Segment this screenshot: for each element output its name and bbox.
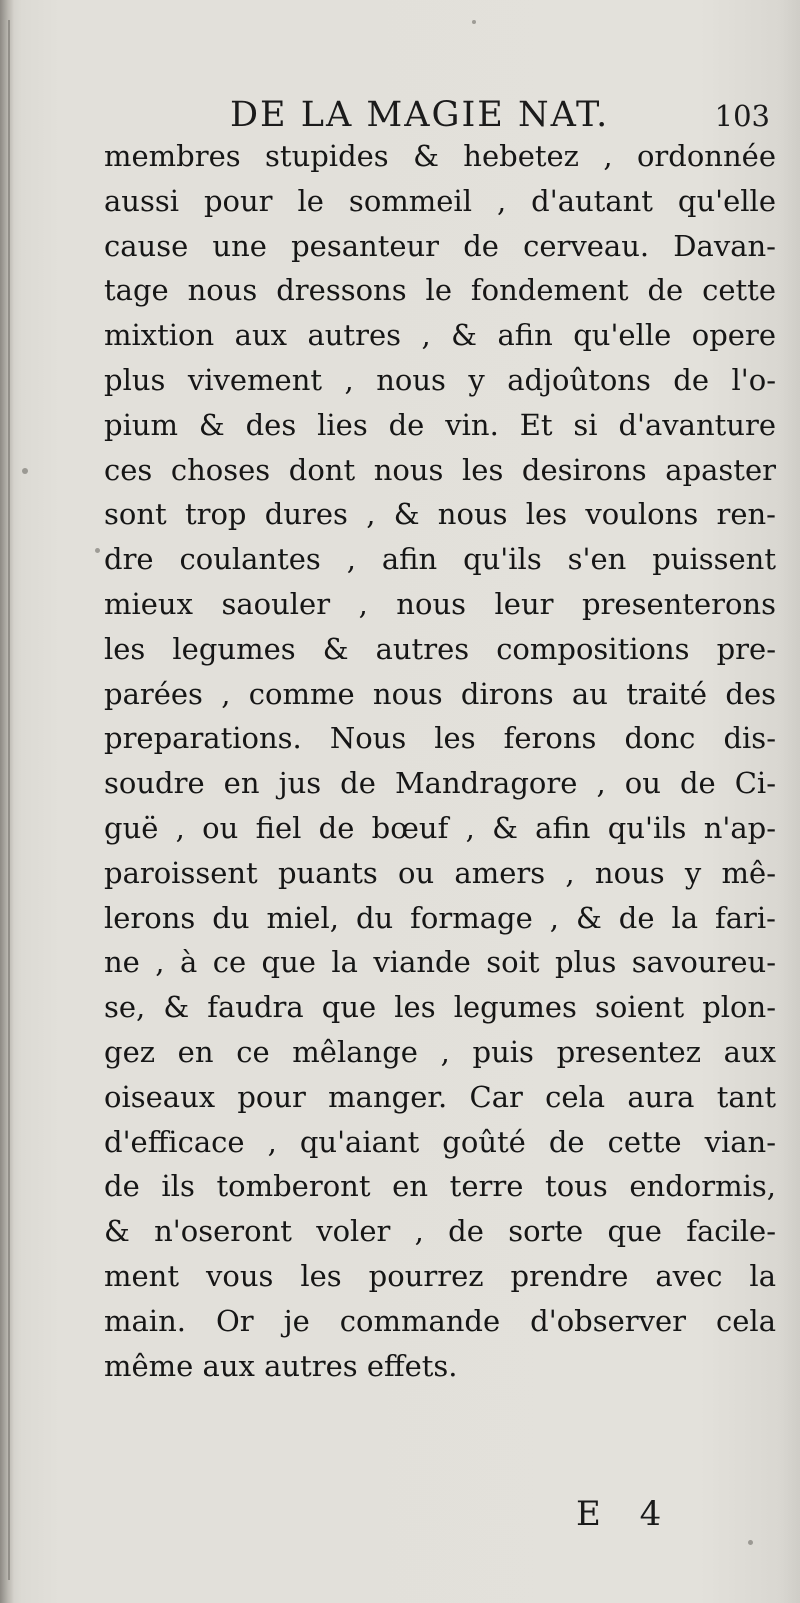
- text-line: plus vivement , nous y adjoûtons de l'o-: [104, 362, 776, 397]
- text-line: même aux autres effets.: [104, 1348, 458, 1383]
- text-line: mieux saouler , nous leur presenterons: [104, 586, 776, 621]
- text-line: membres stupides & hebetez , ordonnée: [104, 139, 776, 173]
- text-line: gez en ce mêlange , puis presentez aux: [104, 1034, 776, 1069]
- text-line: & n'oseront voler , de sorte que facile-: [104, 1214, 776, 1249]
- gutter-shadow: [0, 0, 14, 1603]
- text-line: les legumes & autres compositions pre-: [104, 631, 776, 666]
- text-line: guë , ou fiel de bœuf , & afin qu'ils n'ap-: [104, 810, 776, 845]
- text-line: paroissent puants ou amers , nous y mê-: [104, 855, 776, 890]
- text-line: preparations. Nous les ferons donc dis-: [104, 721, 776, 756]
- text-line: aussi pour le sommeil , d'autant qu'elle: [104, 183, 776, 218]
- text-line: oiseaux pour manger. Car cela aura tant: [104, 1079, 776, 1114]
- text-line: mixtion aux autres , & afin qu'elle opere: [104, 318, 776, 353]
- text-line: main. Or je commande d'observer cela: [104, 1303, 776, 1338]
- text-line: se, & faudra que les legumes soient plon-: [104, 990, 776, 1025]
- text-line: tage nous dressons le fondement de cette: [104, 273, 776, 308]
- text-line: dre coulantes , afin qu'ils s'en puissent: [104, 542, 776, 577]
- text-line: soudre en jus de Mandragore , ou de Ci-: [104, 766, 776, 801]
- text-line: ces choses dont nous les desirons apaster: [104, 452, 776, 487]
- page-edge: [8, 20, 10, 1580]
- running-title: DE LA MAGIE NAT.: [230, 95, 610, 135]
- text-line: ne , à ce que la viande soit plus savoureu-: [104, 945, 776, 980]
- signature-mark: E 4: [576, 1494, 676, 1534]
- page-number: 103: [714, 99, 770, 133]
- text-line: parées , comme nous dirons au traité des: [104, 676, 776, 711]
- paper-speck: [22, 468, 28, 474]
- text-line: d'efficace , qu'aiant goûté de cette vian-: [104, 1124, 776, 1159]
- text-line: de ils tomberont en terre tous endormis,: [104, 1169, 776, 1204]
- text-line: pium & des lies de vin. Et si d'avanture: [104, 407, 776, 442]
- paper-speck: [95, 548, 100, 553]
- paper-speck: [472, 20, 476, 24]
- text-line: lerons du miel, du formage , & de la fari-: [104, 900, 776, 935]
- paper-speck: [748, 1540, 753, 1545]
- text-line: cause une pesanteur de cerveau. Davan-: [104, 228, 776, 263]
- text-line: ment vous les pourrez prendre avec la: [104, 1258, 776, 1293]
- body-text: [104, 134, 776, 1388]
- text-line: sont trop dures , & nous les voulons ren-: [104, 497, 776, 532]
